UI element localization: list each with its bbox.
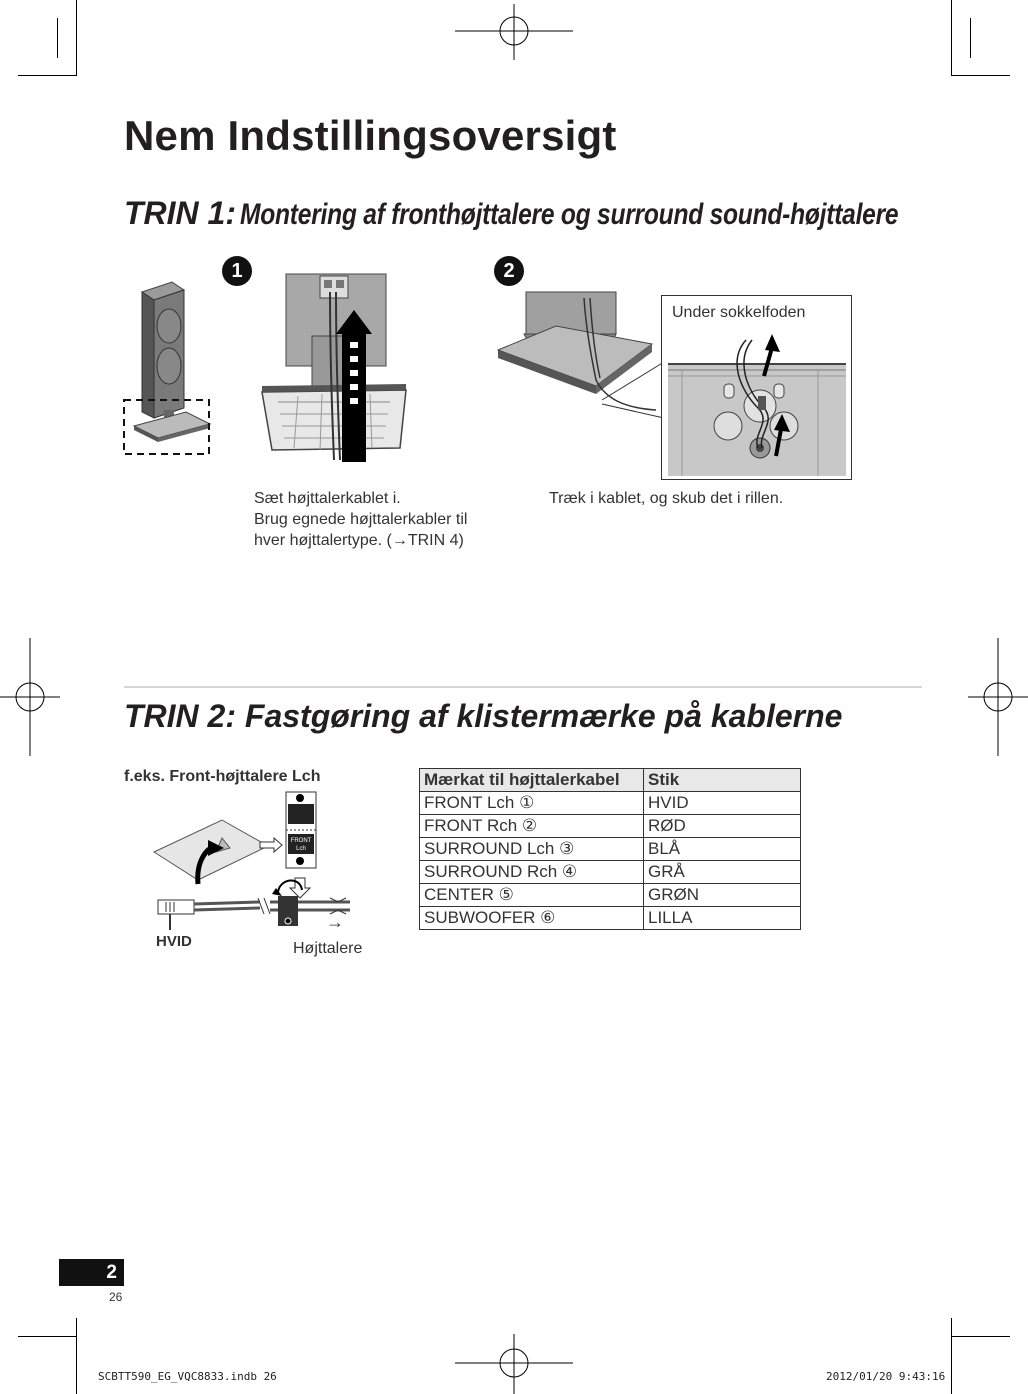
- example-label: f.eks. Front-højttalere Lch: [124, 768, 321, 785]
- table-cell: CENTER ⑤: [420, 884, 644, 907]
- table-row: [420, 838, 801, 861]
- table-cell: FRONT Lch ①: [420, 792, 644, 815]
- crop-mark: [18, 1336, 77, 1337]
- table-cell: SURROUND Rch ④: [420, 861, 644, 884]
- callout-connector: [600, 360, 670, 420]
- base-underside-illustration: [668, 330, 846, 476]
- step2-heading: TRIN 2: Fastgøring af klistermærke på kablerne: [124, 698, 843, 734]
- crop-mark: [76, 0, 77, 76]
- crop-mark: [57, 18, 58, 58]
- table-header-row: [420, 769, 801, 792]
- callout-label: Under sokkelfoden: [672, 304, 806, 321]
- table-row: [420, 792, 801, 815]
- caption-line: Sæt højttalerkablet i.: [254, 490, 401, 507]
- step1-caption-1: [254, 488, 467, 551]
- table-cell: BLÅ: [644, 838, 801, 861]
- table-header: Stik: [644, 769, 801, 792]
- table-cell: SUBWOOFER ⑥: [420, 907, 644, 930]
- crop-mark: [18, 75, 77, 76]
- crop-mark: [951, 0, 952, 76]
- step1-heading-lead: TRIN 1:: [124, 195, 236, 231]
- step-badge-2: 2: [494, 256, 524, 286]
- registration-mark: [455, 1334, 573, 1394]
- crop-mark: [76, 1318, 77, 1394]
- page-subnumber: 26: [109, 1290, 123, 1304]
- crop-mark: [970, 18, 971, 58]
- section-divider: [124, 686, 922, 688]
- speaker-label: Højttalere: [293, 940, 363, 957]
- speaker-base-insert-illustration: [258, 272, 410, 462]
- table-row: [420, 884, 801, 907]
- table-cell: FRONT Rch ②: [420, 815, 644, 838]
- sticker-text: FRONT: [290, 838, 312, 844]
- table-cell: LILLA: [644, 907, 801, 930]
- step1-heading-text: Montering af fronthøjttalere og surround sound-højttalere: [240, 198, 899, 231]
- page-number: 2: [59, 1259, 124, 1286]
- caption-line: Brug egnede højttalerkabler til: [254, 511, 468, 528]
- step1-caption-2: Træk i kablet, og skub det i rillen.: [549, 490, 784, 507]
- table-cell: RØD: [644, 815, 801, 838]
- speaker-arrow: →: [326, 912, 344, 932]
- table-cell: GRØN: [644, 884, 801, 907]
- crop-mark: [951, 75, 1010, 76]
- step1-heading: [124, 195, 1028, 232]
- sticker-subtext: Lch: [296, 846, 306, 852]
- caption-line: hver højttalertype. (→TRIN 4): [254, 532, 464, 549]
- registration-mark: [455, 4, 573, 60]
- sticker-table: [419, 768, 801, 930]
- table-row: [420, 861, 801, 884]
- table-cell: SURROUND Lch ③: [420, 838, 644, 861]
- crop-mark: [951, 1318, 952, 1394]
- crop-mark: [951, 1336, 1010, 1337]
- callout-box: [661, 295, 852, 480]
- footer-timestamp: 2012/01/20 9:43:16: [826, 1370, 946, 1383]
- table-row: [420, 815, 801, 838]
- registration-mark: [0, 638, 60, 756]
- registration-mark: [968, 638, 1028, 756]
- step-badge-1: 1: [222, 256, 252, 286]
- table-header: Mærkat til højttalerkabel: [420, 769, 644, 792]
- table-row: [420, 907, 801, 930]
- page-title: Nem Indstillingsoversigt: [124, 112, 617, 159]
- table-cell: HVID: [644, 792, 801, 815]
- plug-label: HVID: [156, 933, 192, 950]
- tower-speaker-illustration: [120, 278, 215, 460]
- footer-filename: SCBTT590_EG_VQC8833.indb 26: [98, 1370, 277, 1383]
- table-cell: GRÅ: [644, 861, 801, 884]
